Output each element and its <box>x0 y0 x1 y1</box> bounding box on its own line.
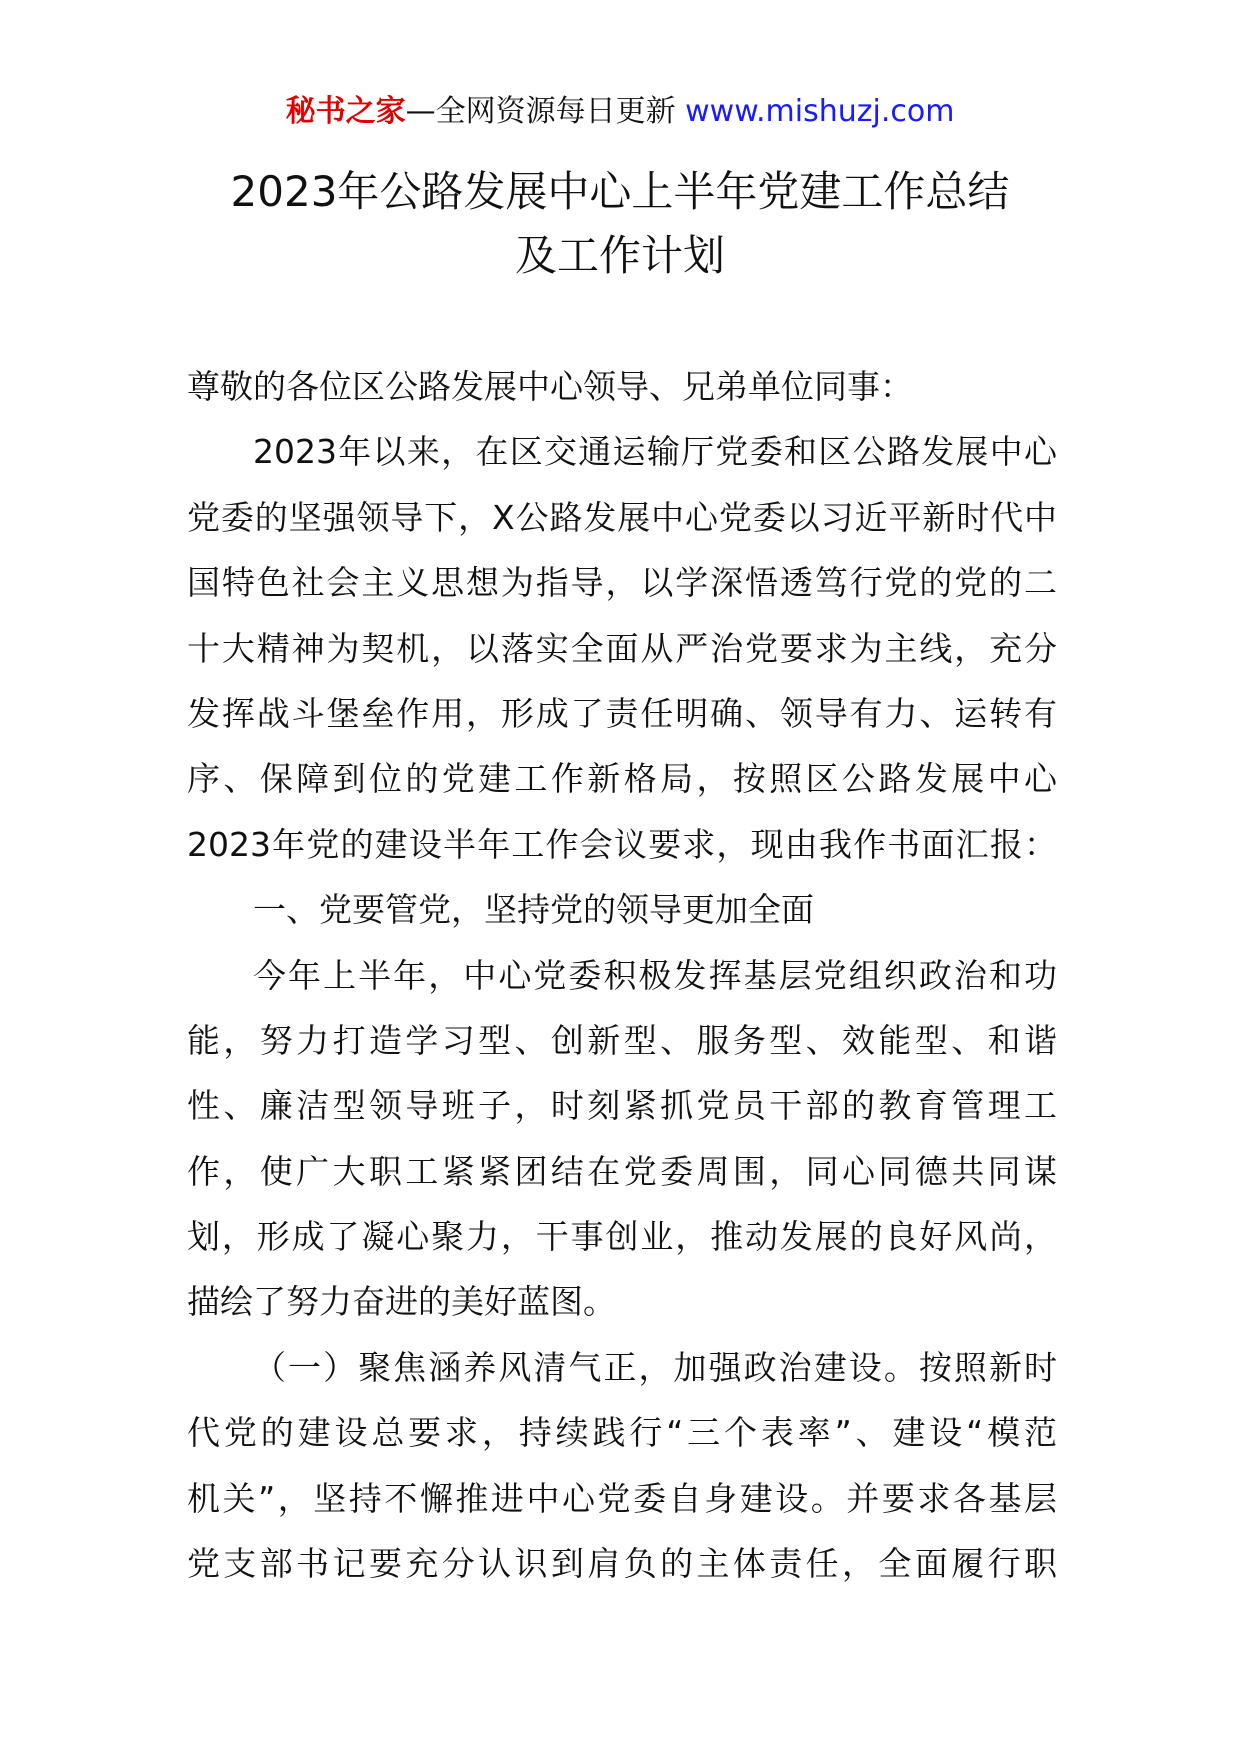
title-line-2: 及工作计划 <box>514 231 725 280</box>
body-line: 序、保障到位的党建工作新格局，按照区公路发展中心 <box>187 759 1057 799</box>
header-tagline: —全网资源每日更新 <box>405 94 676 129</box>
salutation: 尊敬的各位区公路发展中心领导、兄弟单位同事： <box>187 367 913 406</box>
section-heading: 一、党要管党，坚持党的领导更加全面 <box>253 890 814 930</box>
body-line: 2023年以来，在区交通运输厅党委和区公路发展中心 <box>253 432 1057 472</box>
body-line: 作，使广大职工紧紧团结在党委周围，同心同德共同谋 <box>187 1151 1057 1191</box>
site-header <box>0 92 1240 132</box>
body-line: 机关”，坚持不懈推进中心党委自身建设。并要求各基层 <box>187 1478 1057 1518</box>
document-body <box>187 354 1057 1596</box>
brand-name: 秘书之家 <box>285 94 406 129</box>
body-line: 划，形成了凝心聚力，干事创业，推动发展的良好风尚， <box>187 1217 1057 1257</box>
body-line: 今年上半年，中心党委积极发挥基层党组织政治和功 <box>253 955 1057 995</box>
body-line: 国特色社会主义思想为指导，以学深悟透笃行党的党的二 <box>187 563 1057 603</box>
body-line: 党支部书记要充分认识到肩负的主体责任，全面履行职 <box>187 1544 1057 1584</box>
subsection-line: （一）聚焦涵养风清气正，加强政治建设。按照新时 <box>253 1347 1057 1387</box>
body-line: 能，努力打造学习型、创新型、服务型、效能型、和谐 <box>187 1020 1057 1060</box>
body-line: 党委的坚强领导下，X公路发展中心党委以习近平新时代中 <box>187 497 1057 537</box>
body-line: 性、廉洁型领导班子，时刻紧抓党员干部的教育管理工 <box>187 1086 1057 1126</box>
body-line: 代党的建设总要求，持续践行“三个表率”、建设“模范 <box>187 1413 1057 1453</box>
body-line: 描绘了努力奋进的美好蓝图。 <box>187 1282 616 1322</box>
site-url-link[interactable]: www.mishuzj.com <box>685 94 955 129</box>
body-line: 发挥战斗堡垒作用，形成了责任明确、领导有力、运转有 <box>187 693 1057 733</box>
body-line: 十大精神为契机，以落实全面从严治党要求为主线，充分 <box>187 628 1057 668</box>
document-title <box>150 160 1090 288</box>
title-line-1: 2023年公路发展中心上半年党建工作总结 <box>230 167 1010 216</box>
body-line: 2023年党的建设半年工作会议要求，现由我作书面汇报： <box>187 824 1057 864</box>
